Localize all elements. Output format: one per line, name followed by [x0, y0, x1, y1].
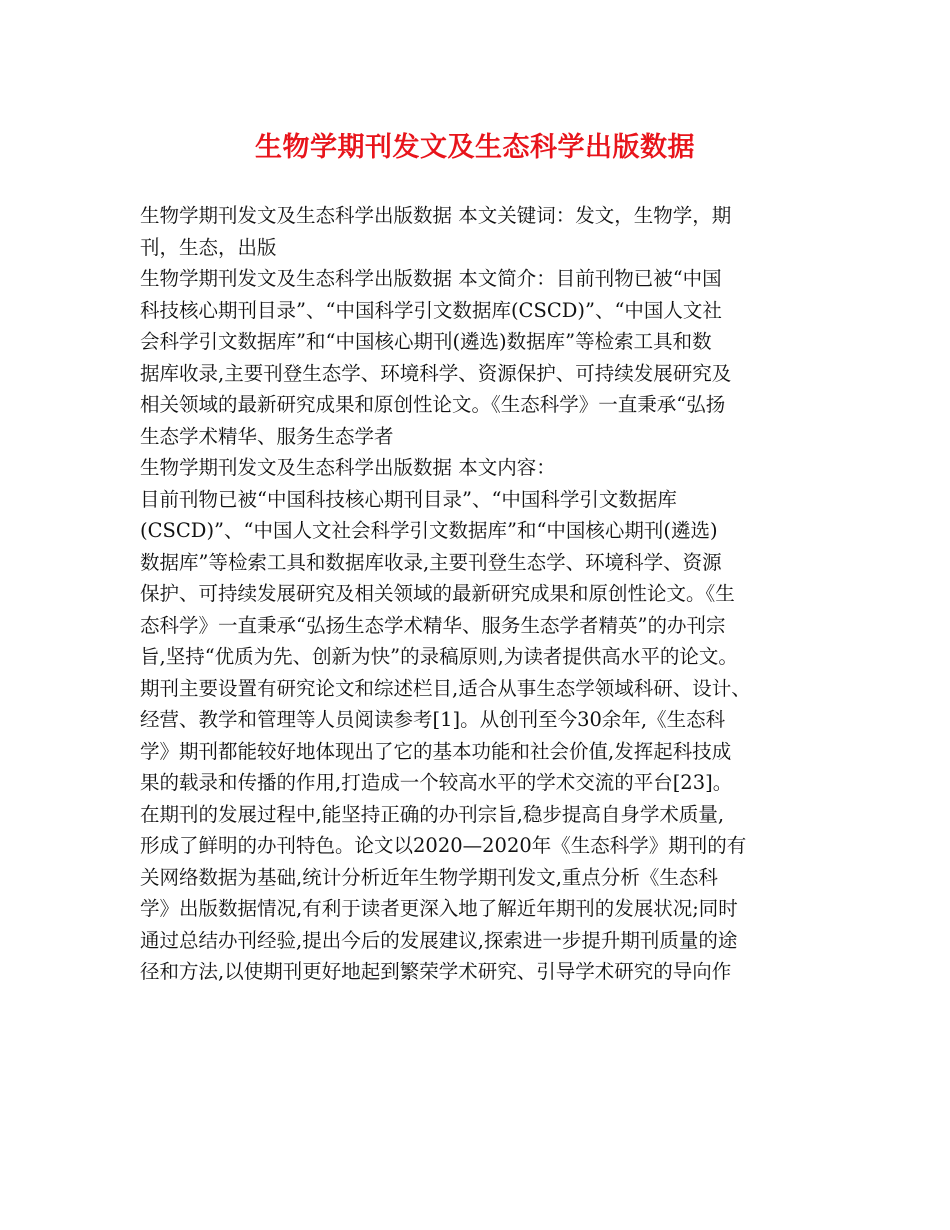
body-line: 保护、可持续发展研究及相关领域的最新研究成果和原创性论文。《生	[140, 582, 735, 605]
body-line: 径和方法,以使期刊更好地起到繁荣学术研究、引导学术研究的导向作	[140, 960, 732, 983]
body-line: 在期刊的发展过程中,能坚持正确的办刊宗旨,稳步提高自身学术质量,	[140, 802, 725, 826]
document-body	[140, 200, 830, 988]
body-line: 经营、教学和管理等人员阅读参考[1]。从创刊至今30余年,《生态科	[140, 708, 726, 731]
body-line: 相关领域的最新研究成果和原创性论文。《生态科学》一直秉承“弘扬	[140, 393, 726, 416]
body-line: 刊，生态，出版	[140, 235, 277, 259]
body-line: 学》期刊都能较好地体现出了它的基本功能和社会价值,发挥起科技成	[140, 739, 732, 763]
body-line: 生态学术精华、服务生态学者	[140, 424, 394, 448]
body-line: 形成了鲜明的办刊特色。论文以2020—2020年《生态科学》期刊的有	[140, 834, 747, 857]
body-line: 期刊主要设置有研究论文和综述栏目,适合从事生态学领域科研、设计、	[140, 676, 751, 700]
body-line: 旨,坚持“优质为先、创新为快”的录稿原则,为读者提供高水平的论文。	[140, 645, 738, 668]
body-line: 生物学期刊发文及生态科学出版数据 本文内容：	[140, 456, 556, 479]
body-line: (CSCD)”、“中国人文社会科学引文数据库”和“中国核心期刊(遴选)	[140, 519, 718, 542]
body-line: 数据库”等检索工具和数据库收录,主要刊登生态学、环境科学、资源	[140, 550, 722, 574]
body-line: 学》出版数据情况,有利于读者更深入地了解近年期刊的发展状况;同时	[140, 897, 738, 920]
body-line: 生物学期刊发文及生态科学出版数据 本文简介：目前刊物已被“中国	[140, 267, 722, 290]
body-line: 态科学》一直秉承“弘扬生态学术精华、服务生态学者精英”的办刊宗	[140, 613, 726, 637]
body-line: 会科学引文数据库”和“中国核心期刊(遴选)数据库”等检索工具和数	[140, 330, 712, 353]
body-line: 据库收录,主要刊登生态学、环境科学、资源保护、可持续发展研究及	[140, 361, 732, 385]
body-line: 关网络数据为基础,统计分析近年生物学期刊发文,重点分析《生态科	[140, 865, 718, 889]
body-line: 通过总结办刊经验,提出今后的发展建议,探索进一步提升期刊质量的途	[140, 928, 738, 952]
document-title: 生物学期刊发文及生态科学出版数据	[255, 132, 695, 163]
body-line: 生物学期刊发文及生态科学出版数据 本文关键词：发文，生物学，期	[140, 204, 732, 227]
body-line: 科技核心期刊目录”、“中国科学引文数据库(CSCD)”、“中国人文社	[140, 298, 722, 322]
body-line: 目前刊物已被“中国科技核心期刊目录”、“中国科学引文数据库	[140, 487, 677, 511]
body-line: 果的载录和传播的作用,打造成一个较高水平的学术交流的平台[23]。	[140, 771, 733, 794]
